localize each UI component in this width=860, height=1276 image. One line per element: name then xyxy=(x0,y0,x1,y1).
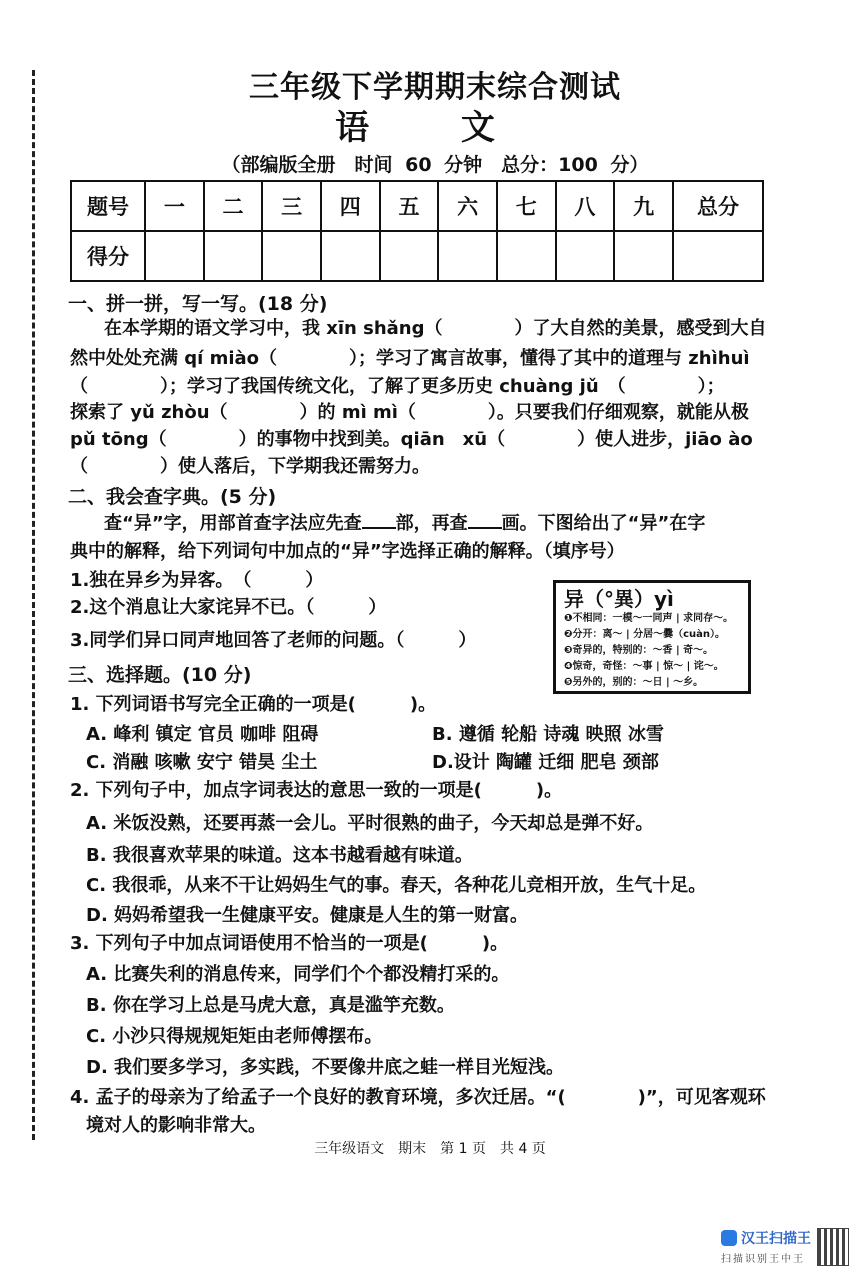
score-input-cell[interactable] xyxy=(497,231,556,281)
option-c: C. 我很乖，从来不干让妈妈生气的事。春天，各种花儿竞相开放，生气十足。 xyxy=(86,875,707,896)
section2-heading: 二、我会查字典。(5 分) xyxy=(68,486,277,508)
stroke-count-blank[interactable] xyxy=(468,509,502,529)
score-table-cell: 五 xyxy=(380,181,439,231)
score-input-cell[interactable] xyxy=(556,231,615,281)
option-c: C. 消融 咳嗽 安宁 错昊 尘土 xyxy=(86,752,318,773)
option-a: A. 峰利 镇定 官员 咖啡 阻碍 xyxy=(86,724,319,745)
section2-intro-line2: 典中的解释，给下列词句中加点的“异”字选择正确的解释。（填序号） xyxy=(70,541,625,562)
question-stem: 3. 下列句子中加点词语使用不恰当的一项是( )。 xyxy=(70,933,509,954)
section2-intro-part: 画。下图给出了“异”在字 xyxy=(501,513,706,534)
section2-question: 1.独在异乡为异客。 （ ） xyxy=(70,570,324,591)
score-table-cell: 一 xyxy=(145,181,204,231)
dictionary-sense: ❶不相同：一模～一同声 | 求同存～。 xyxy=(564,613,734,624)
dictionary-sense: ❸奇异的，特别的：～香 | 奇～。 xyxy=(564,645,714,656)
qr-code-icon xyxy=(817,1228,849,1266)
score-input-cell[interactable] xyxy=(262,231,321,281)
question-stem-continued: 境对人的影响非常大。 xyxy=(86,1115,266,1136)
score-row-label: 得分 xyxy=(71,231,145,281)
dictionary-sense: ❷分开：离～ | 分居～爨（cuàn）。 xyxy=(564,629,725,640)
section2-intro-part: 部，再查 xyxy=(395,513,468,534)
option-c: C. 小沙只得规规矩矩由老师傅摆布。 xyxy=(86,1026,383,1047)
option-b: B. 我很喜欢苹果的味道。这本书越看越有味道。 xyxy=(86,845,473,866)
score-input-cell[interactable] xyxy=(614,231,673,281)
score-table-cell: 题号 xyxy=(71,181,145,231)
page-footer: 三年级语文 期末 第 1 页 共 4 页 xyxy=(314,1141,546,1157)
dictionary-sense: ❹惊奇，奇怪：～事 | 惊～ | 诧～。 xyxy=(564,661,724,672)
exam-info: （部编版全册 时间 60 分钟 总分：100 分） xyxy=(221,154,649,176)
score-input-cell[interactable] xyxy=(321,231,380,281)
score-table-score-row xyxy=(71,231,763,281)
score-input-cell[interactable] xyxy=(673,231,763,281)
scanner-brand: 汉王扫描王 xyxy=(741,1231,811,1247)
section1-line: （ ）；学习了我国传统文化，了解了更多历史 chuàng jǔ （ ）； xyxy=(70,376,725,397)
scanner-watermark xyxy=(721,1228,847,1268)
exam-title: 三年级下学期期末综合测试 xyxy=(249,70,621,105)
subject-title: 语 文 xyxy=(335,108,535,148)
score-table-cell: 四 xyxy=(321,181,380,231)
option-a: A. 比赛失利的消息传来，同学们个个都没精打采的。 xyxy=(86,964,510,985)
dictionary-headword: 异（°異）yì xyxy=(564,587,674,611)
scanner-tagline: 扫描识别王中王 xyxy=(721,1254,805,1265)
score-table xyxy=(70,180,764,282)
section3-heading: 三、选择题。(10 分) xyxy=(68,664,252,686)
score-table-cell: 六 xyxy=(438,181,497,231)
section2-intro-line1 xyxy=(104,509,705,535)
option-d: D. 我们要多学习，多实践，不要像井底之蛙一样目光短浅。 xyxy=(86,1057,565,1078)
dashed-cut-line xyxy=(32,70,35,1140)
section2-intro-part: 查“异”字，用部首查字法应先查 xyxy=(104,513,362,534)
radical-blank[interactable] xyxy=(362,509,396,529)
section1-line: 在本学期的语文学习中，我 xīn shǎng（ ）了大自然的美景，感受到大自 xyxy=(104,318,767,339)
score-input-cell[interactable] xyxy=(204,231,263,281)
section1-line: （ ）使人落后，下学期我还需努力。 xyxy=(70,456,430,477)
score-table-cell: 七 xyxy=(497,181,556,231)
question-stem: 1. 下列词语书写完全正确的一项是( )。 xyxy=(70,694,437,715)
score-table-cell: 总分 xyxy=(673,181,763,231)
section2-question: 2.这个消息让大家诧异不已。（ ） xyxy=(70,597,387,618)
option-b: B. 遵循 轮船 诗魂 映照 冰雪 xyxy=(432,724,664,745)
option-b: B. 你在学习上总是马虎大意，真是滥竽充数。 xyxy=(86,995,455,1016)
score-table-cell: 二 xyxy=(204,181,263,231)
section2-question: 3.同学们异口同声地回答了老师的问题。（ ） xyxy=(70,630,477,651)
option-d: D.设计 陶罐 迁细 肥皂 颈部 xyxy=(432,752,659,773)
score-input-cell[interactable] xyxy=(380,231,439,281)
section1-line: pǔ tōng（ ）的事物中找到美。qiān xū（ ）使人进步，jiāo ào xyxy=(70,429,753,450)
score-table-cell: 三 xyxy=(262,181,321,231)
score-table-header-row xyxy=(71,181,763,231)
section1-line: 探索了 yǔ zhòu（ ）的 mì mì（ ）。只要我们仔细观察，就能从极 xyxy=(70,402,749,423)
score-table-cell: 八 xyxy=(556,181,615,231)
question-stem: 4. 孟子的母亲为了给孟子一个良好的教育环境，多次迁居。“( )”，可见客观环 xyxy=(70,1087,766,1108)
score-table-cell: 九 xyxy=(614,181,673,231)
question-stem: 2. 下列句子中，加点字词表达的意思一致的一项是( )。 xyxy=(70,780,563,801)
section1-line: 然中处处充满 qí miào（ ）；学习了寓言故事，懂得了其中的道理与 zhìhuì xyxy=(70,348,750,369)
dictionary-entry-box xyxy=(553,580,751,694)
scanner-logo-icon xyxy=(721,1230,737,1246)
dictionary-sense: ❺另外的，别的：～日 | ～乡。 xyxy=(564,677,704,688)
section1-heading: 一、拼一拼，写一写。(18 分) xyxy=(68,293,328,315)
score-input-cell[interactable] xyxy=(438,231,497,281)
option-a: A. 米饭没熟，还要再蒸一会儿。平时很熟的曲子，今天却总是弹不好。 xyxy=(86,813,654,834)
option-d: D. 妈妈希望我一生健康平安。健康是人生的第一财富。 xyxy=(86,905,529,926)
score-input-cell[interactable] xyxy=(145,231,204,281)
